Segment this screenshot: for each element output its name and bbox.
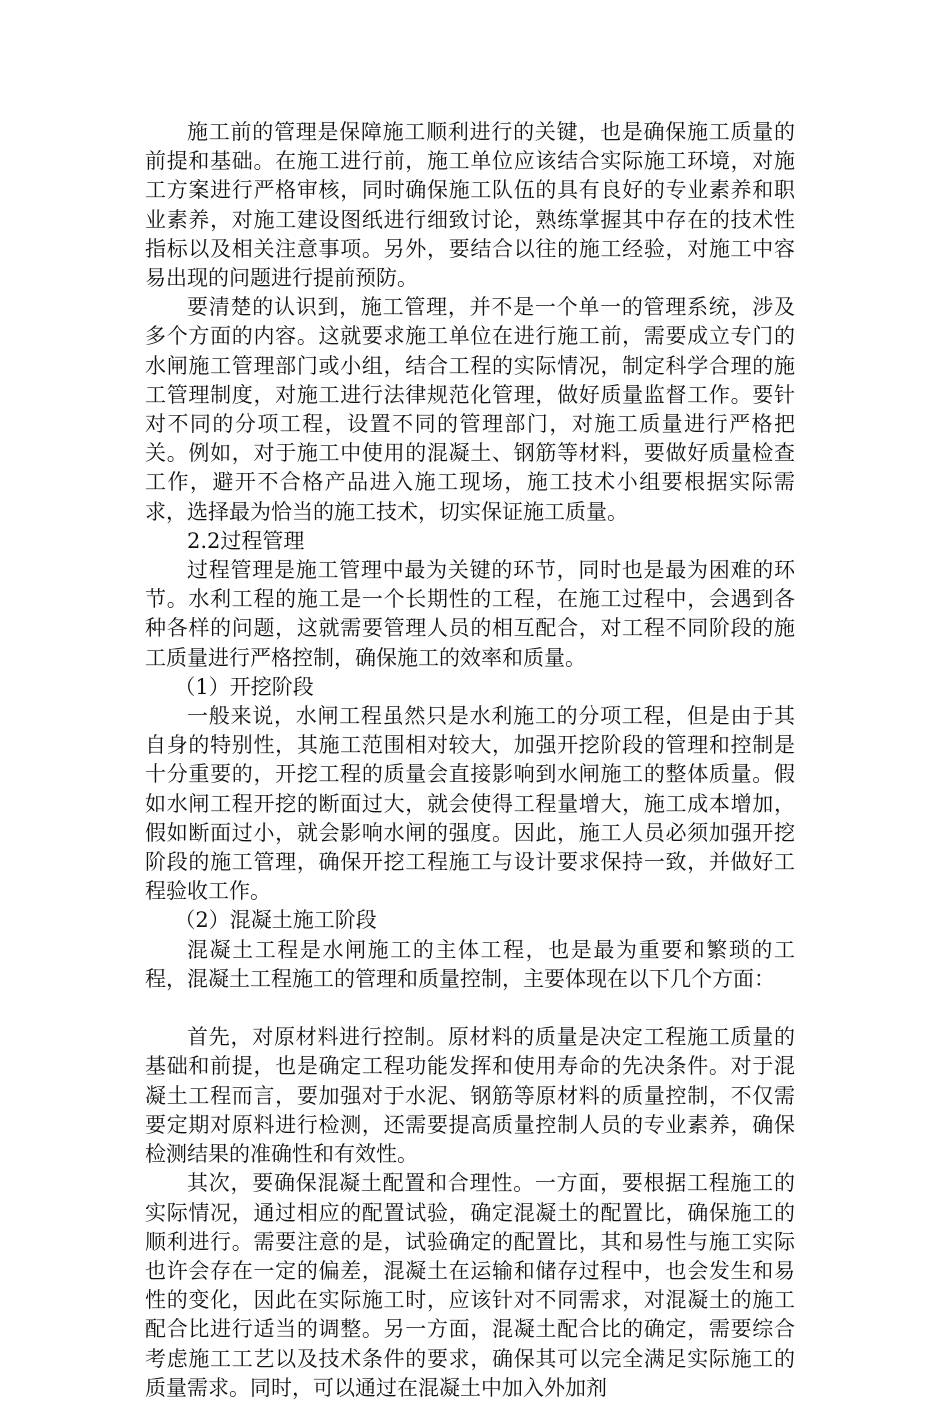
paragraph-excavation-stage: 一般来说，水闸工程虽然只是水利施工的分项工程，但是由于其自身的特别性，其施工范围相对较大，加强开挖阶段的管理和控制是十分重要的，开挖工程的质量会直接影响到水闸施工的整体质量。假如水闸工程开挖的断面过大，就会使得工程量增大，施工成本增加，假如断面过小，就会影响水闸的强度。因此，施工人员必须加强开挖阶段的施工管理，确保开挖工程施工与设计要求保持一致，并做好工程验收工作。 <box>145 704 795 904</box>
paragraph-concrete-mix-ratio: 其次，要确保混凝土配置和合理性。一方面，要根据工程施工的实际情况，通过相应的配置试验，确定混凝土的配置比，确保施工的顺利进行。需要注意的是，试验确定的配置比，其和易性与施工实际也许会存在一定的偏差，混凝土在运输和储存过程中，也会发生和易性的变化，因此在实际施工时，应该针对不同需求，对混凝土的施工配合比进行适当的调整。另一方面，混凝土配合比的确定，需要综合考虑施工工艺以及技术条件的要求，确保其可以完全满足实际施工的质量需求。同时，可以通过在混凝土中加入外加剂 <box>145 1171 795 1400</box>
subheading-concrete-stage: （2）混凝土施工阶段 <box>174 908 377 933</box>
paragraph-concrete-intro: 混凝土工程是水闸施工的主体工程，也是最为重要和繁琐的工程，混凝土工程施工的管理和质量控制，主要体现在以下几个方面： <box>145 937 795 991</box>
paragraph-process-management: 过程管理是施工管理中最为关键的环节，同时也是最为困难的环节。水利工程的施工是一个长期性的工程，在施工过程中，会遇到各种各样的问题，这就需要管理人员的相互配合，对工程不同阶段的施工质量进行严格控制，确保施工的效率和质量。 <box>145 558 795 670</box>
subheading-excavation-stage: （1）开挖阶段 <box>174 674 314 699</box>
paragraph-pre-construction-management: 施工前的管理是保障施工顺利进行的关键，也是确保施工质量的前提和基础。在施工进行前，施工单位应该结合实际施工环境，对施工方案进行严格审核，同时确保施工队伍的具有良好的专业素养和职业素养，对施工建设图纸进行细致讨论，熟练掌握其中存在的技术性指标以及相关注意事项。另外，要结合以往的施工经验，对施工中容易出现的问题进行提前预防。 <box>145 120 795 291</box>
blank-line <box>145 994 795 1023</box>
section-heading-process-management: 2.2过程管理 <box>187 528 305 553</box>
paragraph-management-system: 要清楚的认识到，施工管理，并不是一个单一的管理系统，涉及多个方面的内容。这就要求施工单位在进行施工前，需要成立专门的水闸施工管理部门或小组，结合工程的实际情况，制定科学合理的施工管理制度，对施工进行法律规范化管理，做好质量监督工作。要针对不同的分项工程，设置不同的管理部门，对施工质量进行严格把关。例如，对于施工中使用的混凝土、钢筋等材料，要做好质量检查工作，避开不合格产品进入施工现场，施工技术小组要根据实际需求，选择最为恰当的施工技术，切实保证施工质量。 <box>145 295 795 524</box>
paragraph-raw-material-control: 首先，对原材料进行控制。原材料的质量是决定工程施工质量的基础和前提，也是确定工程功能发挥和使用寿命的先决条件。对于混凝土工程而言，要加强对于水泥、钢筋等原材料的质量控制，不仅需要定期对原料进行检测，还需要提高质量控制人员的专业素养，确保检测结果的准确性和有效性。 <box>145 1025 795 1167</box>
document-body <box>145 118 795 1403</box>
